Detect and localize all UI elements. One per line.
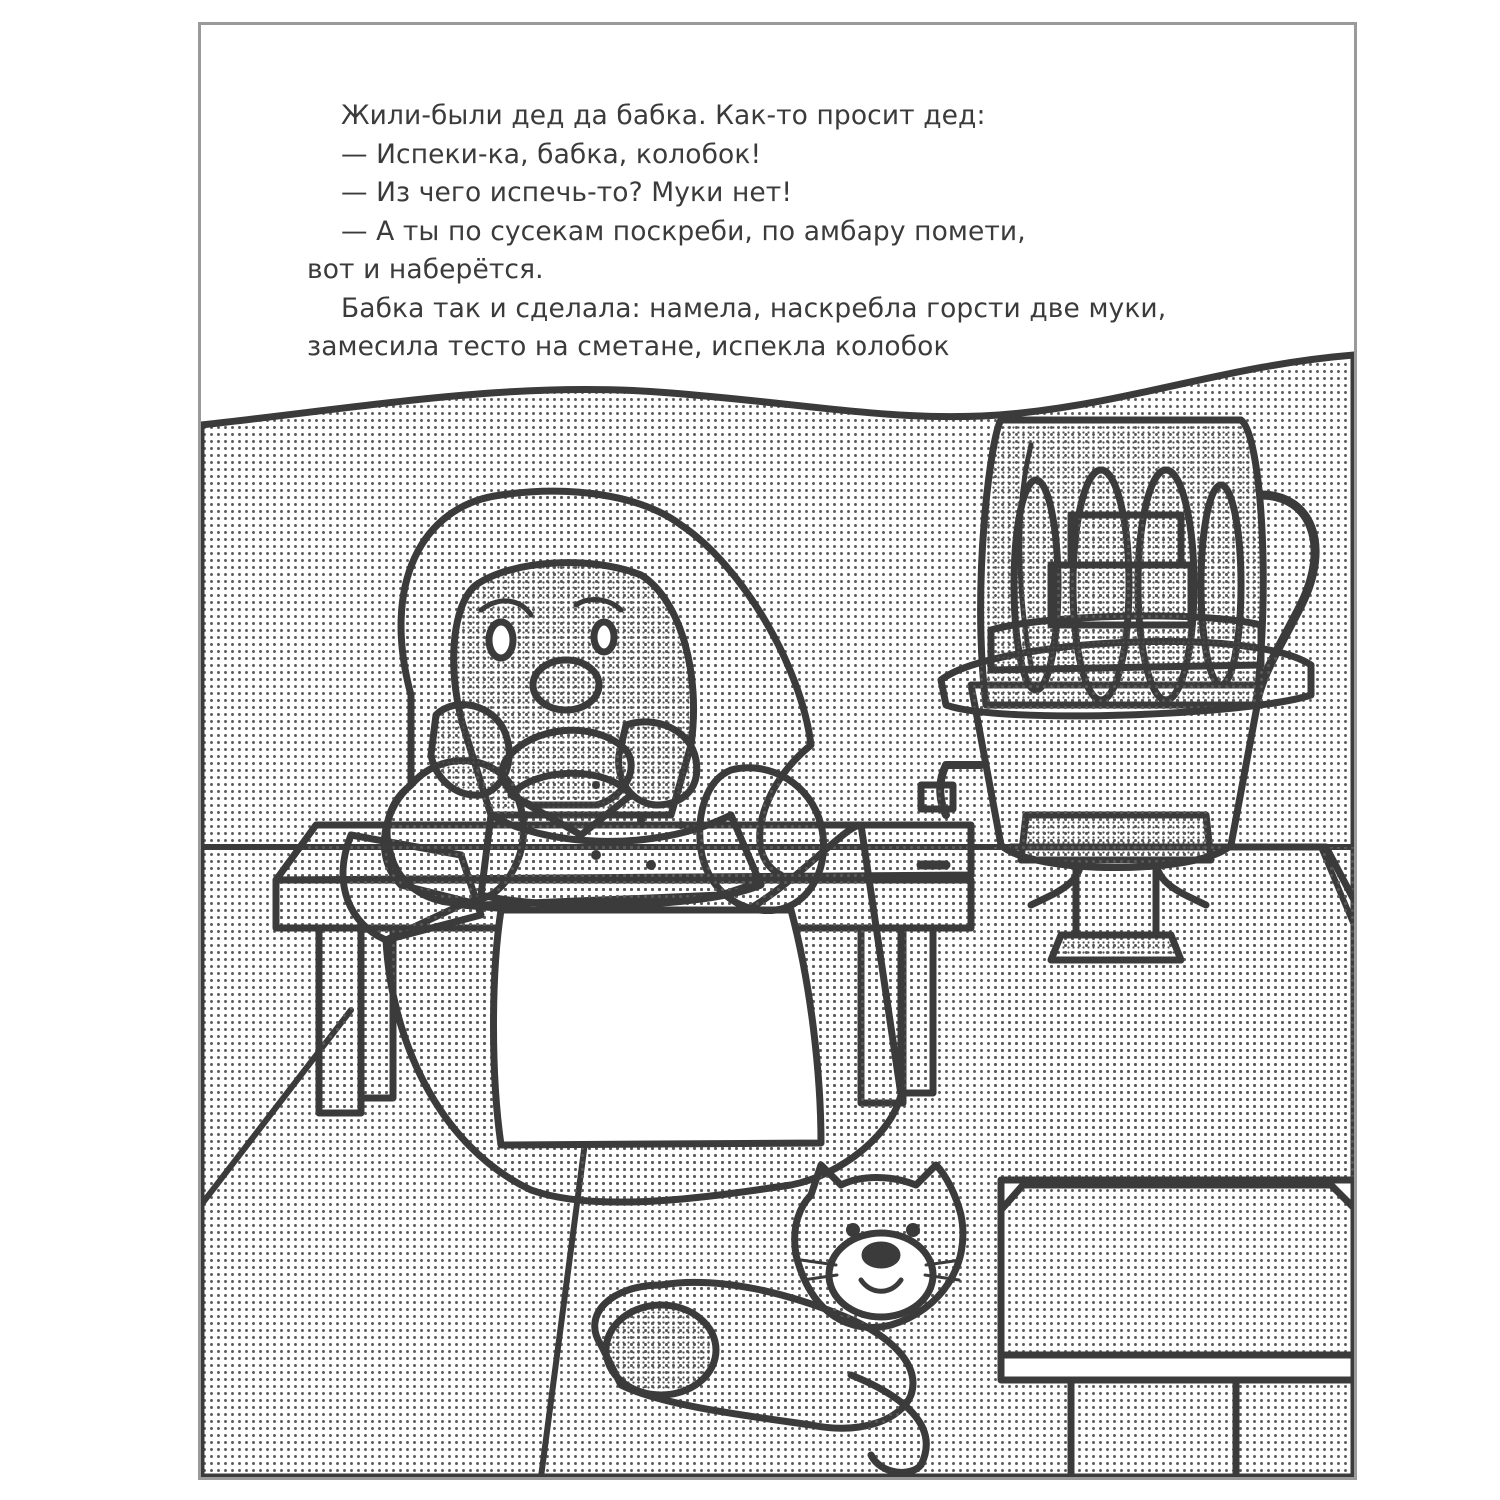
story-line-4: — А ты по сусекам поскреби, по амбару помети,: [341, 215, 1026, 247]
story-line-3: — Из чего испечь-то? Муки нет!: [341, 177, 793, 208]
coloring-page: [198, 22, 1357, 1480]
story-line-2: — Испеки-ка, бабка, колобок!: [341, 138, 762, 170]
story-line-6: Бабка так и сделала: намела, наскребла горсти две муки,: [341, 292, 1167, 324]
story-line-7: замесила тесто на сметане, испекла колобок: [307, 331, 950, 362]
illustration: [201, 25, 1354, 1477]
story-line-1: Жили-были дед да бабка. Как-то просит дед:: [341, 100, 986, 131]
story-line-5: вот и наберётся.: [307, 254, 544, 285]
